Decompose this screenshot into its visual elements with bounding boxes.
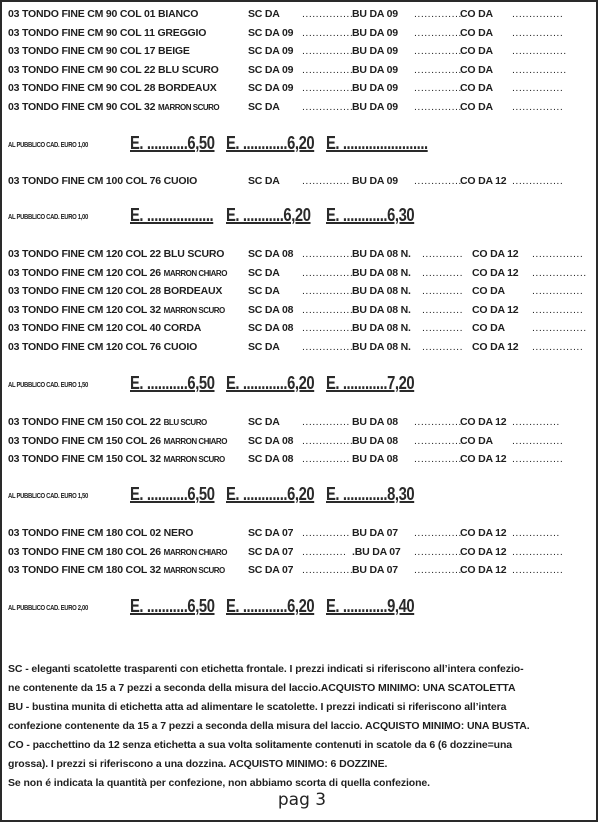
sc-price: E. ..................: [130, 205, 214, 225]
sc-quantity-field: ...............: [302, 248, 354, 260]
co-price: E. ............9,40: [326, 596, 415, 616]
bu-label: BU DA 08: [352, 434, 398, 447]
co-label: CO DA: [472, 285, 505, 298]
sc-label: SC DA: [248, 8, 280, 20]
article-code: 03 TONDO FINE CM 120 COL 28: [8, 285, 164, 298]
co-quantity-field: ...............: [532, 341, 584, 353]
sc-label: SC DA 09: [248, 45, 294, 58]
bu-label: .BU DA 07: [352, 545, 401, 558]
color-name: BLU SCURO: [163, 248, 225, 260]
color-name: MARRON SCURO: [163, 566, 225, 576]
color-name: MARRON SCURO: [158, 103, 220, 112]
article-description: [8, 561, 225, 580]
co-quantity-field: ...............: [532, 285, 584, 298]
public-price-label: AL PUBBLICO CAD. EURO 1,50: [8, 493, 88, 500]
sc-quantity-field: ...............: [302, 564, 354, 577]
sc-price: E. ...........6,50: [130, 484, 215, 504]
product-row: [2, 79, 600, 97]
article-code: 03 TONDO FINE CM 180 COL 26: [8, 545, 164, 558]
article-description: [8, 172, 197, 190]
article-description: [8, 450, 225, 469]
bu-quantity-field: ...............: [414, 101, 466, 113]
product-row: [2, 98, 600, 116]
color-name: BLU SCURO: [158, 63, 219, 76]
sc-label: SC DA: [248, 101, 280, 113]
sc-label: SC DA: [248, 416, 280, 428]
sc-label: SC DA 08: [248, 303, 294, 316]
article-description: [8, 245, 224, 263]
article-code: 03 TONDO FINE CM 90 COL 17: [8, 45, 159, 58]
co-price: E. ............7,20: [326, 373, 415, 393]
co-quantity-field: ...............: [512, 26, 564, 39]
article-description: [8, 413, 207, 432]
bu-label: BU DA 09: [352, 26, 398, 39]
article-description: [8, 543, 227, 562]
bu-price: E. ............6,20: [226, 133, 315, 153]
bu-quantity-field: ..............: [414, 527, 462, 539]
sc-label: SC DA 08: [248, 248, 294, 260]
bu-quantity-field: ............: [422, 285, 464, 298]
sc-quantity-field: ...............: [302, 8, 354, 20]
sc-label: SC DA: [248, 266, 280, 279]
co-quantity-field: ...............: [512, 564, 564, 577]
color-name: CUOIO: [163, 175, 198, 187]
article-code: 03 TONDO FINE CM 90 COL 01: [8, 8, 159, 20]
article-description: [8, 301, 225, 320]
sc-quantity-field: ..............: [302, 527, 350, 539]
note-line: confezione contenente da 15 a 7 pezzi a seconda della misura del laccio. ACQUISTO MINIMO: UNA BUSTA.: [8, 720, 530, 732]
color-name: MARRON SCURO: [163, 455, 225, 465]
sc-quantity-field: ..............: [302, 453, 350, 466]
bu-quantity-field: ...............: [414, 453, 466, 466]
public-price-label: AL PUBBLICO CAD. EURO 1,00: [8, 142, 88, 149]
bu-label: BU DA 08 N.: [352, 266, 411, 279]
sc-label: SC DA 08: [248, 322, 294, 335]
bu-label: BU DA 08 N.: [352, 285, 411, 298]
co-quantity-field: ...............: [512, 8, 564, 20]
article-description: [8, 24, 206, 42]
article-code: 03 TONDO FINE CM 120 COL 76: [8, 341, 164, 353]
bu-quantity-field: ............: [422, 266, 464, 279]
sc-quantity-field: ...............: [302, 322, 354, 335]
co-quantity-field: ...............: [512, 82, 564, 95]
sc-quantity-field: ...............: [302, 63, 354, 76]
note-line: CO - pacchettino da 12 senza etichetta a sua volta solitamente contenuti in scatole da 6 (6 dozzine=una: [8, 739, 513, 751]
product-row: [2, 524, 600, 542]
article-description: [8, 524, 193, 542]
sc-quantity-field: ...............: [302, 434, 354, 447]
co-quantity-field: ..............: [512, 527, 560, 539]
bu-quantity-field: ...............: [414, 45, 466, 58]
co-label: CO DA 12: [460, 175, 507, 187]
product-row: [2, 413, 600, 431]
price-row: [2, 373, 600, 399]
product-row: [2, 61, 600, 79]
product-row: [2, 432, 600, 450]
sc-label: SC DA: [248, 341, 280, 353]
sc-label: SC DA 07: [248, 564, 294, 577]
sc-quantity-field: ...............: [302, 285, 354, 298]
co-label: CO DA 12: [460, 527, 507, 539]
article-code: 03 TONDO FINE CM 120 COL 40: [8, 322, 164, 335]
article-code: 03 TONDO FINE CM 150 COL 22: [8, 416, 164, 428]
co-label: CO DA: [472, 322, 505, 335]
co-quantity-field: ................: [532, 266, 587, 279]
article-code: 03 TONDO FINE CM 90 COL 11: [8, 26, 158, 39]
price-row: [2, 133, 600, 159]
color-name: MARRON CHIARO: [163, 436, 227, 446]
article-code: 03 TONDO FINE CM 180 COL 02: [8, 527, 164, 539]
article-description: [8, 338, 197, 356]
co-label: CO DA 12: [472, 303, 519, 316]
product-row: [2, 264, 600, 282]
bu-label: BU DA 07: [352, 527, 398, 539]
co-label: CO DA: [460, 434, 493, 447]
co-quantity-field: ................: [512, 45, 567, 58]
co-quantity-field: ...............: [512, 175, 564, 187]
color-name: GREGGIO: [157, 26, 207, 39]
article-description: [8, 5, 198, 23]
product-row: [2, 172, 600, 190]
note-line: grossa). I prezzi si riferiscono a una dozzina. ACQUISTO MINIMO: 6 DOZZINE.: [8, 758, 388, 770]
sc-label: SC DA 08: [248, 453, 294, 466]
article-description: [8, 264, 227, 283]
price-row: [2, 484, 600, 510]
sc-label: SC DA 09: [248, 82, 294, 95]
co-label: CO DA 12: [460, 564, 507, 577]
sc-quantity-field: ..............: [302, 416, 350, 428]
product-row: [2, 42, 600, 60]
bu-label: BU DA 08 N.: [352, 322, 411, 335]
sc-price: E. ...........6,50: [130, 373, 215, 393]
co-price: E. ............8,30: [326, 484, 415, 504]
sc-label: SC DA 09: [248, 26, 294, 39]
sc-quantity-field: ..............: [302, 175, 350, 187]
sc-quantity-field: ................: [302, 101, 357, 113]
bu-label: BU DA 09: [352, 82, 398, 95]
product-row: [2, 24, 600, 42]
sc-label: SC DA 07: [248, 527, 294, 539]
color-name: BEIGE: [158, 45, 190, 58]
article-code: 03 TONDO FINE CM 90 COL 22: [8, 63, 159, 76]
sc-label: SC DA 09: [248, 63, 294, 76]
co-label: CO DA 12: [460, 545, 507, 558]
product-row: [2, 301, 600, 319]
bu-quantity-field: ............: [422, 303, 464, 316]
bu-quantity-field: ............: [422, 248, 464, 260]
article-code: 03 TONDO FINE CM 150 COL 32: [8, 453, 164, 466]
public-price-label: AL PUBBLICO CAD. EURO 2,00: [8, 605, 88, 612]
sc-quantity-field: ...............: [302, 82, 354, 95]
product-row: [2, 450, 600, 468]
color-name: BORDEAUX: [158, 82, 217, 95]
sc-label: SC DA: [248, 285, 280, 298]
article-code: 03 TONDO FINE CM 100 COL 76: [8, 175, 164, 187]
co-label: CO DA: [460, 63, 493, 76]
note-line: SC - eleganti scatolette trasparenti con etichetta frontale. I prezzi indicati si riferiscono all’intera confezio-: [8, 663, 524, 675]
co-label: CO DA 12: [472, 248, 519, 260]
color-name: MARRON SCURO: [163, 305, 225, 315]
bu-label: BU DA 09: [352, 8, 398, 20]
co-label: CO DA 12: [472, 341, 519, 353]
sc-quantity-field: ...............: [302, 303, 354, 316]
co-label: CO DA 12: [460, 453, 507, 466]
article-description: [8, 42, 190, 60]
product-row: [2, 5, 600, 23]
color-name: BORDEAUX: [163, 285, 223, 298]
article-code: 03 TONDO FINE CM 120 COL 22: [8, 248, 164, 260]
bu-label: BU DA 08 N.: [352, 341, 411, 353]
sc-label: SC DA 08: [248, 434, 294, 447]
color-name: MARRON CHIARO: [163, 547, 227, 557]
co-price: E. ............6,30: [326, 205, 415, 225]
bu-label: BU DA 09: [352, 101, 398, 113]
co-quantity-field: ...............: [512, 545, 564, 558]
co-quantity-field: ...............: [512, 101, 564, 113]
article-description: [8, 61, 219, 79]
sc-label: SC DA: [248, 175, 280, 187]
article-code: 03 TONDO FINE CM 150 COL 26: [8, 434, 164, 447]
bu-label: BU DA 08: [352, 416, 398, 428]
bu-quantity-field: ...............: [414, 82, 466, 95]
article-description: [8, 98, 219, 117]
color-name: CUOIO: [163, 341, 198, 353]
bu-label: BU DA 08: [352, 453, 398, 466]
article-code: 03 TONDO FINE CM 120 COL 26: [8, 266, 164, 279]
product-row: [2, 245, 600, 263]
bu-quantity-field: ..............: [414, 434, 462, 447]
sc-label: SC DA 07: [248, 545, 294, 558]
sc-price: E. ...........6,50: [130, 596, 215, 616]
co-label: CO DA: [460, 45, 493, 58]
color-name: CORDA: [163, 322, 202, 335]
bu-quantity-field: ..............: [414, 416, 462, 428]
note-line: ne contenente da 15 a 7 pezzi a seconda della misura del laccio.ACQUISTO MINIMO: UNA SCATOLETTA: [8, 682, 516, 694]
co-quantity-field: ...............: [512, 434, 564, 447]
notes-section: [8, 660, 598, 793]
bu-quantity-field: ..............: [414, 545, 462, 558]
co-label: CO DA: [460, 8, 493, 20]
sc-quantity-field: .............: [302, 545, 347, 558]
product-row: [2, 561, 600, 579]
co-label: CO DA: [460, 26, 493, 39]
bu-label: BU DA 07: [352, 564, 398, 577]
bu-price: E. ............6,20: [226, 373, 315, 393]
bu-quantity-field: ...............: [414, 564, 466, 577]
bu-label: BU DA 08 N.: [352, 248, 411, 260]
co-label: CO DA: [460, 101, 493, 113]
sc-quantity-field: ...............: [302, 341, 354, 353]
bu-quantity-field: ............: [422, 341, 464, 353]
sc-quantity-field: ...............: [302, 26, 354, 39]
co-quantity-field: ...............: [512, 453, 564, 466]
bu-price: E. ............6,20: [226, 484, 315, 504]
article-description: [8, 432, 227, 451]
co-label: CO DA 12: [472, 266, 519, 279]
bu-label: BU DA 09: [352, 63, 398, 76]
color-name: NERO: [163, 527, 194, 539]
bu-label: BU DA 09: [352, 175, 398, 187]
product-row: [2, 282, 600, 300]
article-code: 03 TONDO FINE CM 90 COL 28: [8, 82, 159, 95]
bu-quantity-field: ............: [422, 322, 464, 335]
sc-quantity-field: ...............: [302, 45, 354, 58]
product-row: [2, 319, 600, 337]
product-row: [2, 338, 600, 356]
bu-price: E. ...........6,20: [226, 205, 311, 225]
co-quantity-field: ...............: [532, 248, 584, 260]
co-quantity-field: ..............: [512, 416, 560, 428]
public-price-label: AL PUBBLICO CAD. EURO 1,00: [8, 214, 88, 221]
bu-price: E. ............6,20: [226, 596, 315, 616]
article-code: 03 TONDO FINE CM 180 COL 32: [8, 564, 164, 577]
article-description: [8, 79, 217, 97]
color-name: BIANCO: [158, 8, 199, 20]
co-quantity-field: ................: [512, 63, 567, 76]
color-name: BLU SCURO: [163, 418, 207, 427]
note-line: BU - bustina munita di etichetta atta ad alimentare le scatolette. I prezzi indicati si riferiscono all’intera: [8, 701, 507, 713]
co-price: E. .......................: [326, 133, 428, 153]
page-number: pag 3: [277, 790, 327, 810]
product-row: [2, 543, 600, 561]
bu-quantity-field: ...............: [414, 8, 466, 20]
co-label: CO DA: [460, 82, 493, 95]
article-description: [8, 319, 201, 337]
article-code: 03 TONDO FINE CM 90 COL 32: [8, 101, 159, 113]
co-quantity-field: ...............: [532, 303, 584, 316]
price-row: [2, 205, 600, 231]
bu-quantity-field: ...............: [414, 26, 466, 39]
bu-quantity-field: ...............: [414, 175, 466, 187]
sc-price: E. ...........6,50: [130, 133, 215, 153]
bu-label: BU DA 08 N.: [352, 303, 411, 316]
sc-quantity-field: ...............: [302, 266, 354, 279]
public-price-label: AL PUBBLICO CAD. EURO 1,50: [8, 382, 88, 389]
co-quantity-field: ................: [532, 322, 587, 335]
article-code: 03 TONDO FINE CM 120 COL 32: [8, 303, 164, 316]
price-row: [2, 596, 600, 622]
bu-quantity-field: ..............: [414, 63, 462, 76]
bu-label: BU DA 09: [352, 45, 398, 58]
co-label: CO DA 12: [460, 416, 507, 428]
article-description: [8, 282, 222, 300]
note-line: Se non é indicata la quantità per confezione, non abbiamo scorta di quella confezione.: [8, 777, 430, 789]
color-name: MARRON CHIARO: [163, 268, 227, 278]
